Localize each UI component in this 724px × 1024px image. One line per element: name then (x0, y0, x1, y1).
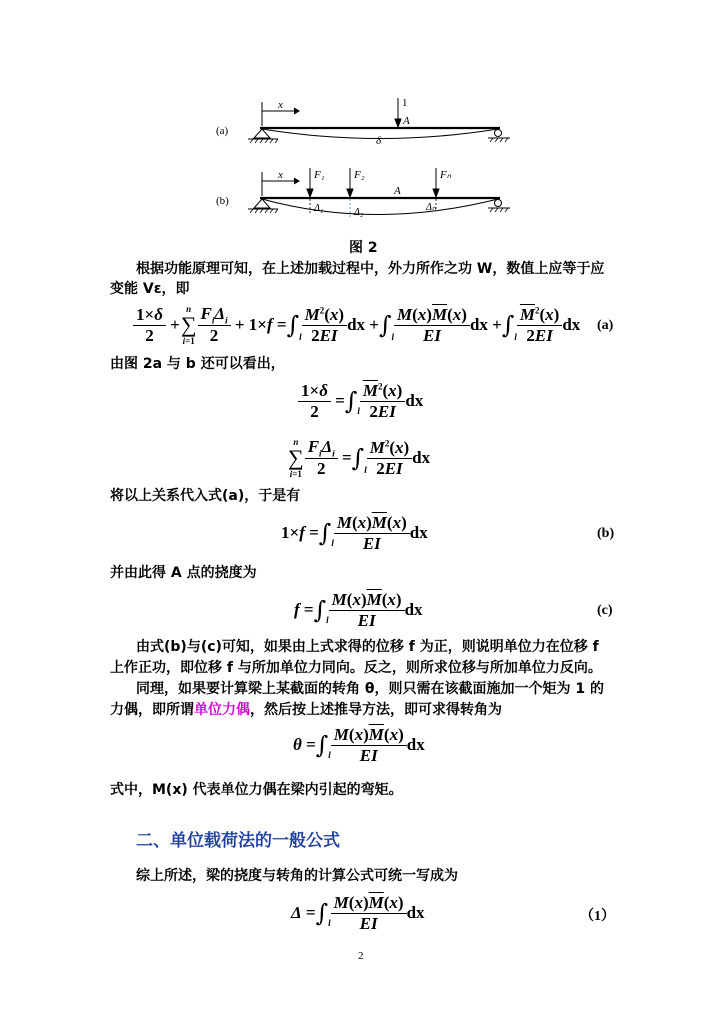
svg-text:x: x (278, 99, 283, 111)
fig-label-b: (b) (216, 195, 229, 207)
eq-1-label: （1） (580, 909, 615, 924)
highlight-unit-couple: 单位力偶 (194, 702, 250, 718)
fig-label-a: (a) (216, 125, 229, 137)
equation-1: Δ = ∫ l $\frac{M(x)\overline{M}(x)}{EI}$ dx (291, 892, 425, 933)
svg-text:A: A (394, 185, 401, 197)
figure-caption: 图 2 (349, 240, 378, 256)
para6-line1: 同理，如果要计算梁上某截面的转角 θ，则只需在该截面施加一个矩为 1 的 (136, 681, 604, 697)
para6-line2: 力偶，即所谓单位力偶，然后按上述推导方法，即可求得转角为 (110, 702, 502, 718)
eq-c-label: (c) (597, 603, 613, 618)
svg-text:Δ₁: Δ₁ (314, 203, 324, 214)
equation-b: 1×f = ∫ l $\frac{M(x)\overline{M}(x)}{EI}$ dx (281, 512, 428, 553)
section-heading: 二、单位载荷法的一般公式 (136, 831, 340, 851)
eq-b-label: (b) (597, 526, 615, 541)
page-number: 2 (358, 950, 364, 962)
deflection-curve-b (262, 199, 498, 215)
para1-line2: 变能 Vε，即 (110, 281, 190, 297)
beam-figure (210, 90, 530, 230)
para5-line1: 由式(b)与(c)可知，如果由上式求得的位移 f 为正，则说明单位力在位移 f (136, 639, 599, 655)
equation-unit: $\frac{1\times\delta}{2}$ = ∫ l $\frac{\overline{M}^2(x)}{2EI}$ dx (298, 378, 423, 424)
para2: 由图 2a 与 b 还可以看出， (110, 356, 285, 372)
equation-c: f = ∫ l $\frac{M(x)\overline{M}(x)}{EI}$ dx (294, 589, 423, 630)
equation-loads: n ∑ i=1 $\frac{F_i\Delta_i}{2}$ = ∫ l $\frac{M^2(x)}{2EI}$ dx (288, 436, 431, 479)
para7: 式中，M(x) 代表单位力偶在梁内引起的弯矩。 (110, 782, 403, 798)
svg-text:x: x (278, 169, 283, 181)
para1-line1: 根据功能原理可知，在上述加载过程中，外力所作之功 W，数值上应等于应 (136, 261, 605, 277)
para8: 综上所述，梁的挠度与转角的计算公式可统一写成为 (136, 868, 458, 884)
para4: 并由此得 A 点的挠度为 (110, 565, 257, 581)
equation-a: $\frac{1\times\delta}{2}$ + n ∑ i=1 $\frac{F_i\Delta_i}{2}$ + 1×f = ∫ l $\frac{M^2(x)}{2EI}$ dx + ∫ l $\frac{M(x)\overline{M}(x)}{EI}$ dx + ∫ l $\frac{\overline{M}^2(x)}{2EI}$ dx (133, 300, 580, 350)
roller-support-a (495, 130, 502, 137)
svg-text:1: 1 (402, 97, 408, 109)
roller-support-b (495, 200, 502, 207)
svg-text:F₁: F₁ (314, 169, 325, 181)
para3: 将以上关系代入式(a)，于是有 (110, 488, 301, 504)
para5-line2: 上作正功，即位移 f 与所加单位力同向。反之，则所求位移与所加单位力反向。 (110, 660, 602, 676)
svg-text:Fₙ: Fₙ (440, 169, 452, 181)
svg-text:A: A (403, 115, 410, 127)
eq-a-label: (a) (597, 318, 614, 333)
svg-text:Δ₂: Δ₂ (354, 207, 364, 218)
svg-text:Δₙ: Δₙ (426, 202, 436, 213)
equation-theta: θ = ∫ l $\frac{M(x)\overline{M}(x)}{EI}$ dx (293, 724, 425, 765)
svg-text:δ: δ (376, 135, 382, 147)
svg-text:F₂: F₂ (354, 169, 365, 181)
